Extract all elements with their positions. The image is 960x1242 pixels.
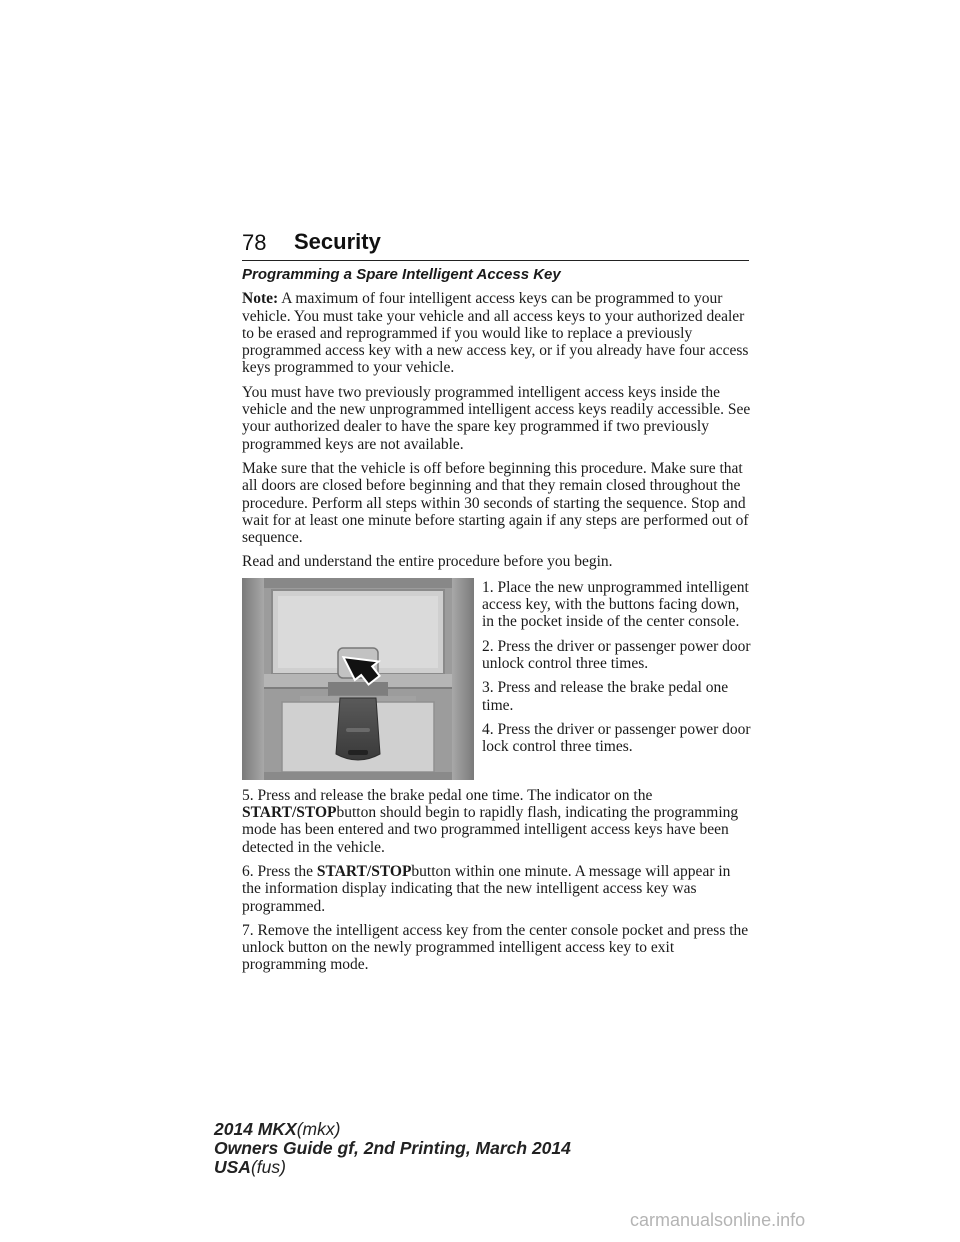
step-2: 2. Press the driver or passenger power door unlock control three times. bbox=[482, 637, 751, 672]
footer-model-code: (mkx) bbox=[296, 1119, 341, 1139]
footer-market-line bbox=[214, 1158, 571, 1177]
footer-market: USA bbox=[214, 1157, 251, 1177]
page-footer bbox=[214, 1120, 571, 1177]
footer-model-line bbox=[214, 1120, 571, 1139]
step-6-text-after: button within one minute. A message will appear in the information display indicating that the new intelligent access key was programmed. bbox=[242, 862, 731, 915]
step-3: 3. Press and release the brake pedal one time. bbox=[482, 679, 729, 714]
step-7: 7. Remove the intelligent access key from the center console pocket and press the unlock button on the newly programmed intelligent access key to exit programming mode. bbox=[242, 921, 749, 974]
subheading: Programming a Spare Intelligent Access Key bbox=[242, 266, 561, 283]
page-content bbox=[242, 266, 752, 981]
section-title: Security bbox=[294, 229, 381, 254]
step-5 bbox=[242, 787, 752, 856]
step-1: 1. Place the new unprogrammed intelligent access key, with the buttons facing down, in the pocket inside of the center console. bbox=[482, 578, 749, 631]
step-5-text-before: 5. Press and release the brake pedal one time. The indicator on the bbox=[242, 786, 653, 804]
footer-guide-edition: Owners Guide gf, 2nd Printing, March 2014 bbox=[214, 1138, 571, 1158]
start-stop-label: START/STOP bbox=[242, 804, 337, 822]
preparation-paragraph: Make sure that the vehicle is off before beginning this procedure. Make sure that all doors are closed before beginning and that they remain closed throughout the procedure. Perform all steps within 30 seconds of starting the sequence. Stop and wait for at least one minute before starting again if any steps are performed out of sequence. bbox=[242, 459, 749, 547]
watermark: carmanualsonline.info bbox=[630, 1210, 806, 1230]
read-procedure-paragraph: Read and understand the entire procedure before you begin. bbox=[242, 553, 613, 571]
start-stop-label: START/STOP bbox=[316, 862, 412, 880]
requirements-paragraph: You must have two previously programmed intelligent access keys inside the vehicle and the new unprogrammed intelligent access keys readily accessible. See your authorized dealer to have the spare key programmed if two previously programmed keys are not available. bbox=[242, 383, 751, 453]
step-6 bbox=[242, 863, 752, 915]
page-number: 78 bbox=[242, 230, 267, 255]
figure-steps-list bbox=[482, 579, 752, 780]
note-paragraph bbox=[242, 290, 752, 376]
step-6-text-before: 6. Press the bbox=[242, 862, 317, 880]
note-label: Note: bbox=[242, 290, 279, 308]
step-4: 4. Press the driver or passenger power door lock control three times. bbox=[482, 720, 751, 756]
footer-market-code: (fus) bbox=[250, 1157, 286, 1177]
center-console-key-pocket-image bbox=[242, 578, 474, 780]
figure-with-steps bbox=[242, 578, 752, 780]
note-text: A maximum of four intelligent access keys can be programmed to your vehicle. You must take your vehicle and all access keys to your authorized dealer to be erased and reprogrammed if you would like to replace a previously programmed access key with a new access key, or if you already have four access keys programmed to your vehicle. bbox=[242, 290, 749, 377]
step-5-text-after: button should begin to rapidly flash, indicating the programming mode has been entered and two programmed intelligent access keys have been detected in the vehicle. bbox=[242, 804, 739, 856]
footer-model: 2014 MKX bbox=[214, 1119, 297, 1139]
page-header bbox=[242, 228, 749, 261]
